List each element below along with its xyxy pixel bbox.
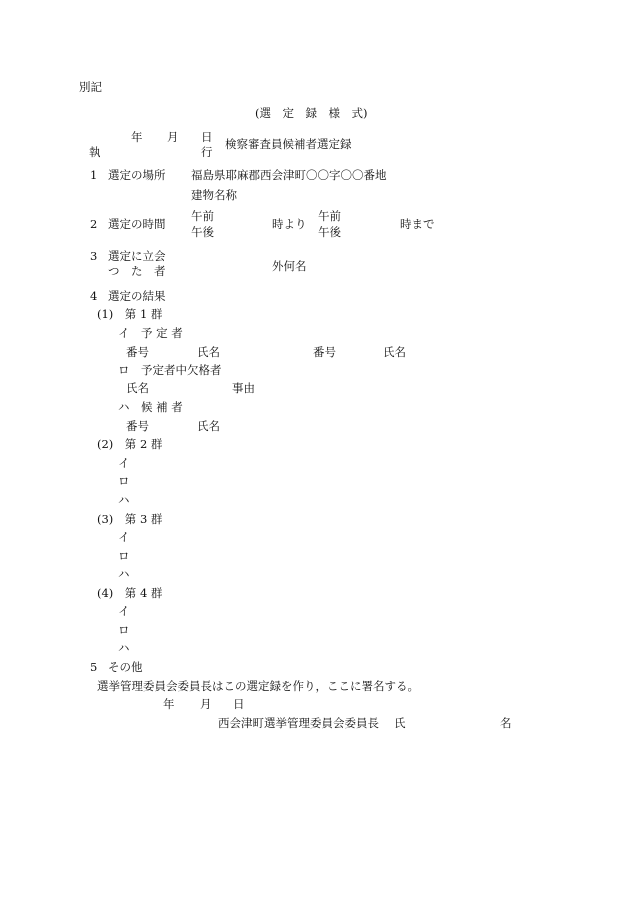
shikko-char-1: 執 [89,145,101,159]
closing-month: 月 [200,697,212,711]
group2-i: イ [118,456,130,470]
group2-heading: (2) 第 2 群 [97,437,163,451]
section4-number: 4 [90,289,98,303]
signature-shi: 氏 [394,716,406,730]
closing-day: 日 [233,697,245,711]
group3-heading: (3) 第 3 群 [97,512,163,526]
start-suffix: 時より [272,217,307,231]
group4-ro: ロ [118,623,130,637]
section3-label-line1: 選定に立会 [108,249,166,263]
section3-label-line2: つ た 者 [108,264,166,278]
document-title: (選 定 録 様 式) [255,106,368,120]
end-suffix: 時まで [400,217,435,231]
signer-title: 西会津町選挙管理委員会委員長 [218,716,379,730]
section5-number: 5 [90,660,98,674]
group1-ro-name: 氏名 [126,381,149,395]
group2-ha: ハ [118,493,130,507]
group1-name-col-2: 氏名 [383,345,406,359]
group2-ro: ロ [118,474,130,488]
group4-heading: (4) 第 4 群 [97,586,163,600]
date-month: 月 [167,130,179,144]
section2-number: 2 [90,217,98,231]
group4-i: イ [118,604,130,618]
group1-name-col-1: 氏名 [197,345,220,359]
closing-statement: 選挙管理委員会委員長はこの選定録を作り，ここに署名する。 [97,679,419,693]
section3-number: 3 [90,249,98,263]
group3-ha: ハ [118,567,130,581]
start-am: 午前 [191,209,214,223]
section2-label: 選定の時間 [108,217,166,231]
date-day: 日 [201,130,213,144]
annex-label: 別記 [79,80,102,94]
group1-number-col-1: 番号 [126,345,149,359]
group4-ha: ハ [118,641,130,655]
group1-ha-number: 番号 [126,419,149,433]
group3-ro: ロ [118,549,130,563]
group1-i-label: イ 予 定 者 [118,326,183,340]
record-title: 検察審査員候補者選定録 [225,137,352,151]
group1-ro-reason: 事由 [232,381,255,395]
closing-year: 年 [163,697,175,711]
end-pm: 午後 [318,225,341,239]
signature-mei: 名 [500,716,512,730]
section4-label: 選定の結果 [108,289,166,303]
group1-ha-name: 氏名 [197,419,220,433]
venue-building: 建物名称 [191,188,237,202]
end-am: 午前 [318,209,341,223]
section1-label: 選定の場所 [108,168,166,182]
section5-label: その他 [108,660,143,674]
group1-ha-label: ハ 候 補 者 [118,400,183,414]
group3-i: イ [118,530,130,544]
group1-ro-label: ロ 予定者中欠格者 [118,363,222,377]
witness-others: 外何名 [272,259,307,273]
group1-number-col-2: 番号 [313,345,336,359]
venue-address: 福島県耶麻郡西会津町〇〇字〇〇番地 [191,168,387,182]
group1-heading: (1) 第 1 群 [97,307,163,321]
date-year: 年 [131,130,143,144]
start-pm: 午後 [191,225,214,239]
shikko-char-2: 行 [201,145,213,159]
section1-number: 1 [90,168,98,182]
